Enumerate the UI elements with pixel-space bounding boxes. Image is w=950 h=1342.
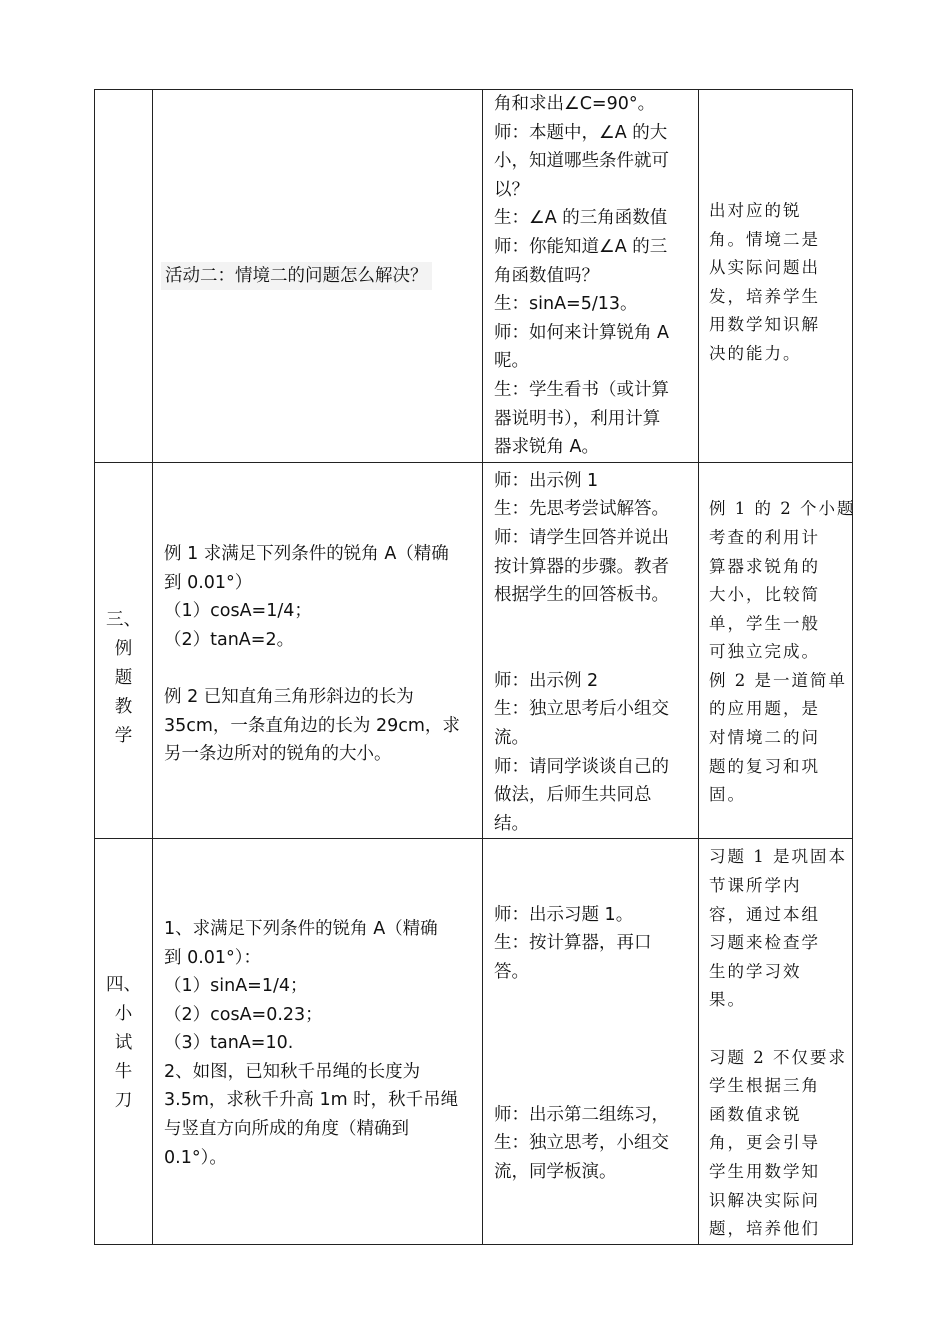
stage-cell-examples — [95, 462, 153, 839]
text-line: （1）sinA=1/4； — [164, 976, 308, 997]
text-line: 以？ — [494, 179, 529, 200]
intent-line: 题的复习和巩 — [709, 756, 820, 776]
intent-line: 单，学生一般 — [709, 613, 820, 633]
text-line: 到 0.01°） — [164, 572, 253, 593]
text-line: 师：如何来计算锐角 A — [494, 322, 670, 343]
text-line: （2）cosA=0.23； — [164, 1004, 323, 1025]
stage-label: 小 — [114, 1004, 133, 1025]
intent-line: 可独立完成。 — [709, 642, 820, 662]
teacher-student-cell — [483, 839, 699, 1244]
design-intent-cell — [699, 462, 856, 839]
text-line: 师：出示习题 1。 — [494, 904, 634, 925]
table-row-activity-2 — [95, 90, 853, 463]
text-line: 角函数值吗？ — [494, 265, 599, 286]
intent-line: 发，培养学生 — [709, 286, 820, 306]
stage-label: 题 — [114, 668, 133, 689]
examples-content-cell — [153, 462, 483, 839]
intent-line: 角。情境二是 — [709, 229, 820, 249]
text-line: 2、如图，已知秋千吊绳的长度为 — [164, 1061, 421, 1082]
text-line: 按计算器的步骤。教者 — [494, 556, 669, 577]
intent-line: 对情境二的问 — [709, 728, 820, 748]
text-line: 35cm，一条直角边的长为 29cm，求 — [164, 715, 460, 736]
text-line: 结。 — [494, 813, 529, 834]
text-line: 角和求出∠C=90°。 — [494, 94, 656, 114]
text-line: （1）cosA=1/4； — [164, 601, 312, 622]
intent-line: 学生根据三角 — [709, 1076, 820, 1096]
intent-line: 考查的利用计 — [709, 527, 820, 547]
text-line: 例 2 已知直角三角形斜边的长为 — [164, 687, 414, 708]
stage-label: 四、 — [106, 975, 141, 996]
lesson-plan-table — [94, 89, 856, 1245]
activity-cell — [153, 90, 483, 463]
text-line: 师：请学生回答并说出 — [494, 527, 669, 548]
stage-cell-practice — [95, 839, 153, 1244]
intent-line: 学生用数学知 — [709, 1161, 820, 1181]
text-line: 3.5m，求秋千升高 1m 时，秋千吊绳 — [164, 1090, 459, 1111]
intent-line: 识解决实际问 — [709, 1190, 820, 1210]
text-line: 生：按计算器，再口 — [494, 933, 652, 954]
intent-line: 固。 — [709, 785, 746, 805]
intent-line: 习题来检查学 — [709, 933, 820, 953]
intent-line: 例 1 的 2 个小题 — [709, 499, 856, 519]
text-line: 呢。 — [494, 351, 529, 372]
intent-line: 容，通过本组 — [709, 904, 820, 924]
text-line: 生：学生看书（或计算 — [494, 379, 669, 400]
stage-label: 牛 — [114, 1062, 133, 1083]
intent-line: 的应用题，是 — [709, 699, 820, 719]
intent-line: 用数学知识解 — [709, 315, 820, 335]
text-line: 师：请同学谈谈自己的 — [494, 756, 669, 777]
stage-label: 例 — [114, 639, 133, 660]
stage-label: 教 — [114, 697, 133, 718]
text-line: 师：本题中，∠A 的大 — [494, 122, 668, 143]
text-line: 师：出示例 2 — [494, 670, 599, 691]
intent-line: 大小，比较简 — [709, 585, 820, 605]
text-line: 师：你能知道∠A 的三 — [494, 236, 668, 257]
text-line: 例 1 求满足下列条件的锐角 A（精确 — [164, 544, 449, 565]
stage-cell-empty — [95, 90, 153, 463]
teacher-student-cell — [483, 462, 699, 839]
text-line: 生：∠A 的三角函数值 — [494, 208, 668, 229]
text-line: 到 0.01°）： — [164, 947, 262, 968]
intent-line: 习题 1 是巩固本 — [709, 847, 847, 867]
intent-line: 生的学习效 — [709, 961, 802, 981]
text-line: 器说明书），利用计算 — [494, 408, 661, 429]
intent-line: 果。 — [709, 990, 746, 1010]
text-line: 根据学生的回答板书。 — [494, 585, 669, 606]
design-intent-cell — [699, 839, 853, 1244]
intent-line: 节课所学内 — [709, 876, 802, 896]
stage-label: 试 — [114, 1033, 133, 1054]
practice-content-cell — [153, 839, 483, 1244]
intent-line: 出对应的锐 — [709, 201, 802, 221]
intent-line: 算器求锐角的 — [709, 556, 820, 576]
intent-line: 函数值求锐 — [709, 1104, 802, 1124]
text-line: 另一条边所对的锐角的大小。 — [164, 744, 392, 765]
intent-line: 例 2 是一道简单 — [709, 670, 847, 690]
text-line: 师：出示例 1 — [494, 470, 599, 491]
text-line: 0.1°）。 — [164, 1147, 227, 1168]
design-intent-cell — [699, 90, 853, 463]
text-line: 答。 — [494, 961, 529, 982]
stage-label: 三、 — [106, 610, 141, 631]
text-line: 生：sinA=5/13。 — [494, 294, 638, 315]
teacher-student-cell — [483, 90, 699, 463]
text-line: 生：先思考尝试解答。 — [494, 499, 669, 520]
intent-line: 习题 2 不仅要求 — [709, 1047, 847, 1067]
activity-text: 活动二：情境二的问题怎么解决？ — [161, 262, 432, 291]
table-row-examples — [95, 462, 853, 839]
text-line: （3）tanA=10. — [164, 1033, 294, 1054]
text-line: 小，知道哪些条件就可 — [494, 151, 669, 172]
text-line: 流。 — [494, 728, 529, 749]
intent-line: 决的能力。 — [709, 344, 802, 364]
intent-line: 角，更会引导 — [709, 1133, 820, 1153]
stage-label: 刀 — [114, 1091, 133, 1112]
intent-line: 从实际问题出 — [709, 258, 820, 278]
text-line: 做法，后师生共同总 — [494, 785, 652, 806]
table-row-practice — [95, 839, 853, 1244]
text-line: 师：出示第二组练习， — [494, 1104, 669, 1125]
text-line: （2）tanA=2。 — [164, 629, 295, 650]
text-line: 生：独立思考，小组交 — [494, 1133, 669, 1154]
text-line: 流，同学板演。 — [494, 1161, 617, 1182]
text-line: 器求锐角 A。 — [494, 437, 600, 458]
text-line: 与竖直方向所成的角度（精确到 — [164, 1119, 409, 1140]
stage-label: 学 — [114, 726, 133, 747]
intent-line: 题，培养他们 — [709, 1219, 820, 1239]
text-line: 1、求满足下列条件的锐角 A（精确 — [164, 918, 438, 939]
text-line: 生：独立思考后小组交 — [494, 699, 669, 720]
